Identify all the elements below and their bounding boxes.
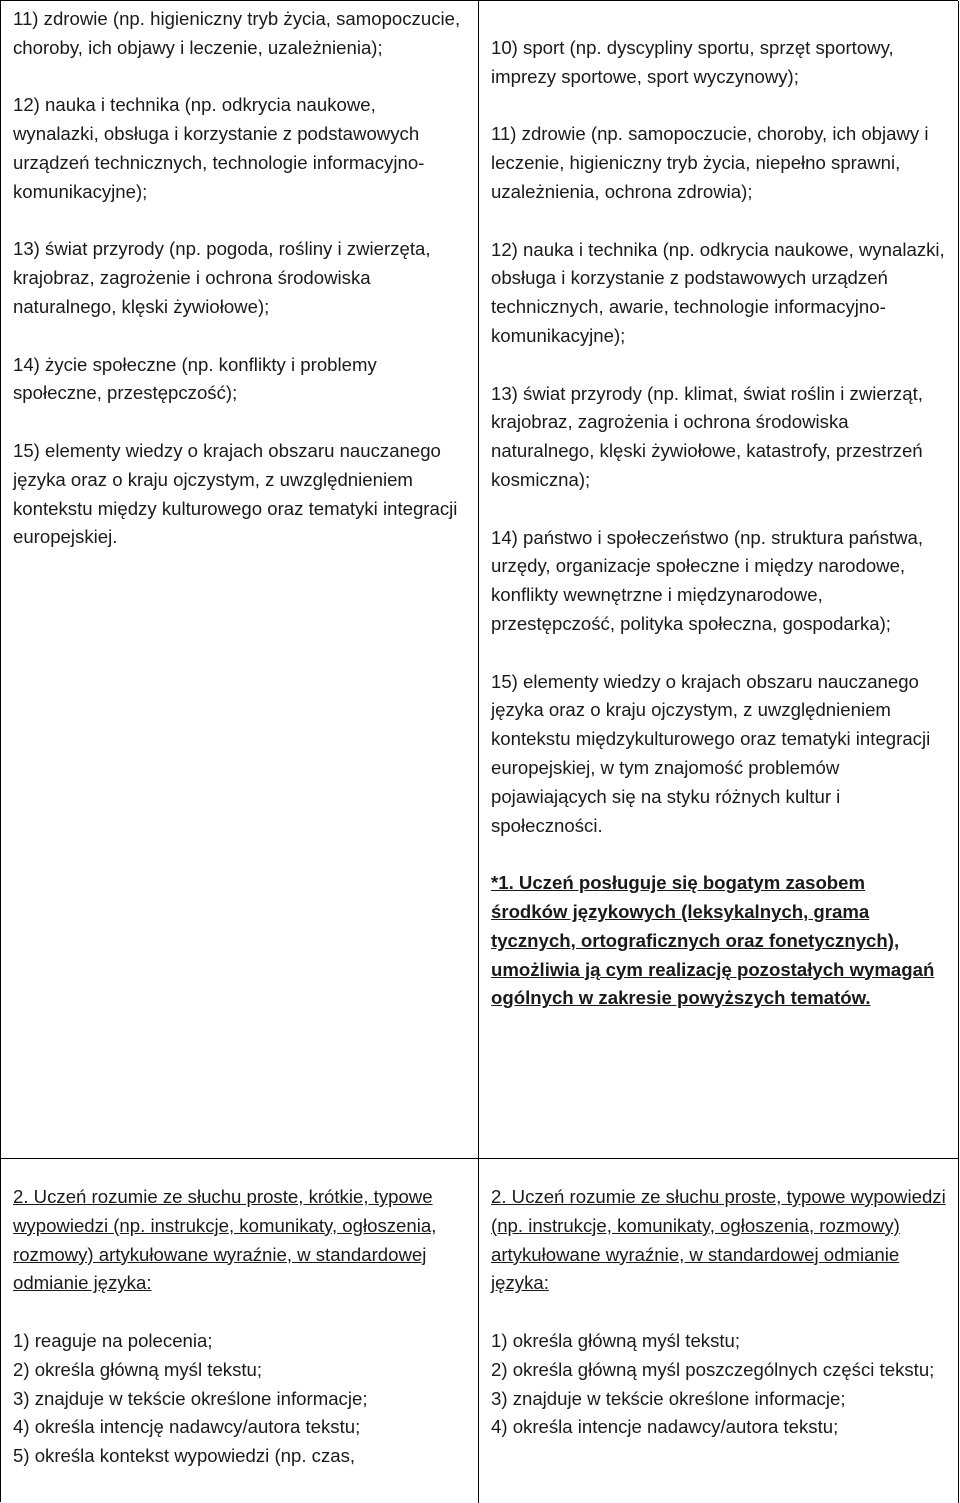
topic-item: 15) elementy wiedzy o krajach obszaru nauczanego języka oraz o kraju ojczystym, z uwzględnieniem kontekstu międzykulturowego oraz tematyki integracji europejskiej, w tym znajomość problemów pojawiających się na styku różnych kultur i społeczności. xyxy=(491,670,931,836)
topic-item: 11) zdrowie (np. samopoczucie, choroby, ich objawy i leczenie, higieniczny tryb życia, niepełno sprawni, uzależnienia, ochrona zdrowia); xyxy=(491,123,929,202)
topic-item: 13) świat przyrody (np. pogoda, rośliny i zwierzęta, krajobraz, zagrożenie i ochrona środowiska naturalnego, klęski żywiołowe); xyxy=(13,238,431,317)
requirement-heading: 2. Uczeń rozumie ze słuchu proste, typowe wypowiedzi (np. instrukcje, komunikaty, ogłoszenia, rozmowy) artykułowane wyraźnie, w standardowej odmianie języka: xyxy=(491,1186,946,1294)
topic-item: 12) nauka i technika (np. odkrycia naukowe, wynalazki, obsługa i korzystanie z podstawowych urządzeń technicznych, awarie, technologie informacyjno-komunikacyjne); xyxy=(491,238,945,346)
list-item: 1) reaguje na polecenia; xyxy=(13,1329,213,1351)
topic-item: 14) państwo i społeczeństwo (np. struktura państwa, urzędy, organizacje społeczne i między narodowe, konflikty wewnętrzne i międzynarodowe, przestępczość, polityka społeczna, gospodarka); xyxy=(491,526,924,634)
cell-left-top xyxy=(1,1,479,1159)
list-item: 5) określa kontekst wypowiedzi (np. czas, xyxy=(13,1445,356,1467)
cell-right-top xyxy=(479,1,959,1159)
cell-left-bottom xyxy=(1,1159,479,1503)
topic-item: 12) nauka i technika (np. odkrycia naukowe, wynalazki, obsługa i korzystanie z podstawowych urządzeń technicznych, technologie informacyjno-komunikacyjne); xyxy=(13,94,425,202)
list-item: 4) określa intencję nadawcy/autora tekstu; xyxy=(13,1416,361,1438)
list-item: 3) znajduje w tekście określone informacje; xyxy=(13,1387,368,1409)
list-item: 3) znajduje w tekście określone informacje; xyxy=(491,1387,846,1409)
requirement-heading: 2. Uczeń rozumie ze słuchu proste, krótkie, typowe wypowiedzi (np. instrukcje, komunikaty, ogłoszenia, rozmowy) artykułowane wyraźnie, w standardowej odmianie języka: xyxy=(13,1186,437,1294)
list-item: 2) określa główną myśl poszczególnych części tekstu; xyxy=(491,1358,935,1380)
language-resources-requirement: *1. Uczeń posługuje się bogatym zasobem środków językowych (leksykalnych, grama tycznych, ortograficznych oraz fonetycznych), umożliwia ją cym realizację pozostałych wymagań ogólnych w zakresie powyższych tematów. xyxy=(491,872,935,1009)
list-item: 4) określa intencje nadawcy/autora tekstu; xyxy=(491,1416,839,1438)
cell-right-bottom xyxy=(479,1159,959,1503)
topic-item: 11) zdrowie (np. higieniczny tryb życia, samopoczucie, choroby, ich objawy i leczenie, uzależnienia); xyxy=(13,8,461,58)
list-item: 1) określa główną myśl tekstu; xyxy=(491,1329,741,1351)
topic-item: 13) świat przyrody (np. klimat, świat roślin i zwierząt, krajobraz, zagrożenia i ochrona środowiska naturalnego, klęski żywiołowe, katastrofy, przestrzeń kosmiczna); xyxy=(491,382,923,490)
requirement-list xyxy=(13,1327,466,1471)
list-item: 2) określa główną myśl tekstu; xyxy=(13,1358,263,1380)
topic-item: 10) sport (np. dyscypliny sportu, sprzęt sportowy, imprezy sportowe, sport wyczynowy); xyxy=(491,37,894,87)
topic-item: 15) elementy wiedzy o krajach obszaru nauczanego języka oraz o kraju ojczystym, z uwzględnieniem kontekstu między kulturowego oraz tematyki integracji europejskiej. xyxy=(13,439,458,548)
requirement-list xyxy=(491,1327,946,1442)
topic-item: 14) życie społeczne (np. konflikty i problemy społeczne, przestępczość); xyxy=(13,353,377,404)
